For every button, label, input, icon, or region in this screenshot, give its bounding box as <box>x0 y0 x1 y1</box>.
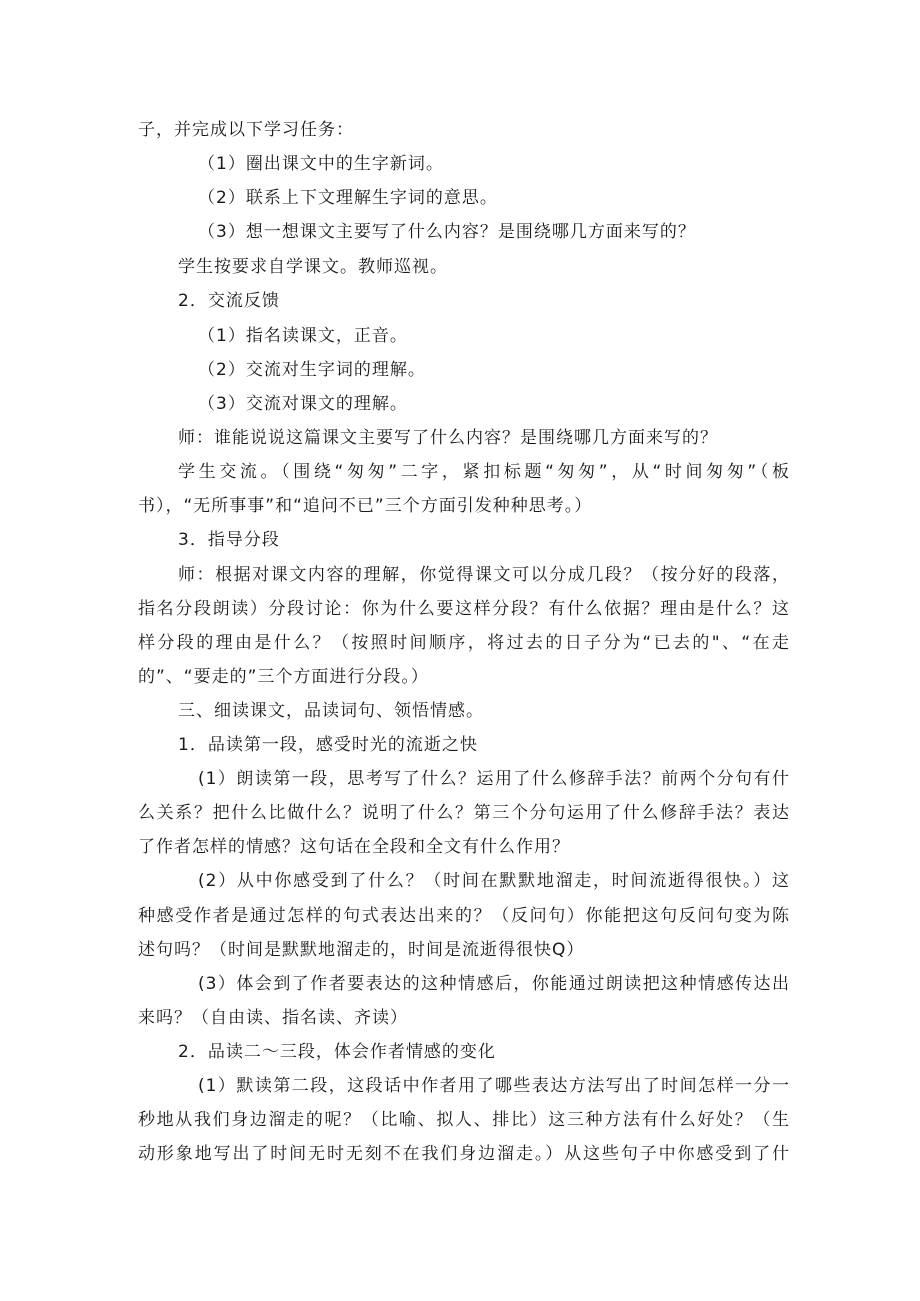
text-line: （1）指名读课文，正音。 <box>198 326 408 346</box>
text-line: (3）体会到了作者要表达的这种情感后，你能通过朗读把这种情感传达出 <box>198 974 790 994</box>
text-line: 书），“无所事事”和“追问不已”三个方面引发种种思考。） <box>138 496 593 516</box>
section-heading: 2．交流反馈 <box>178 291 280 311</box>
section-heading: 2．品读二～三段，体会作者情感的变化 <box>178 1042 496 1062</box>
text-line: 述句吗？（时间是默默地溜走的，时间是流逝得很快Q） <box>138 940 585 960</box>
text-line: 种感受作者是通过怎样的句式表达出来的？（反问句）你能把这句反问句变为陈 <box>138 906 790 926</box>
text-line: (1）朗读第一段，思考写了什么？运用了什么修辞手法？前两个分句有什 <box>198 769 790 789</box>
text-line: （3）想一想课文主要写了什么内容？是围绕哪几方面来写的？ <box>198 222 696 242</box>
text-line: 学生交流。（围绕“匆匆”二字，紧扣标题“匆匆”，从“时间匆匆”（板 <box>178 462 790 482</box>
text-line: 了作者怎样的情感？这句话在全段和全文有什么作用？ <box>138 837 570 857</box>
text-line: （3）交流对课文的理解。 <box>198 394 408 414</box>
text-line: (1）默读第二段，这段话中作者用了哪些表达方法写出了时间怎样一分一 <box>198 1076 790 1096</box>
text-line: 动形象地写出了时间无时无刻不在我们身边溜走。）从这些句子中你感受到了什 <box>138 1144 790 1164</box>
text-line: （2）交流对生字词的理解。 <box>198 360 426 380</box>
text-line: 子，并完成以下学习任务： <box>138 120 354 140</box>
text-line: 么关系？把什么比做什么？说明了什么？第三个分句运用了什么修辞手法？表达 <box>138 803 790 823</box>
text-line: 的”、“要走的”三个方面进行分段。） <box>138 667 429 687</box>
text-line: 师：根据对课文内容的理解，你觉得课文可以分成几段？（按分好的段落， <box>178 565 790 585</box>
text-line: （2）联系上下文理解生字词的意思。 <box>198 188 498 208</box>
text-line: （1）圈出课文中的生字新词。 <box>198 154 444 174</box>
text-line: (2）从中你感受到了什么？（时间在默默地溜走，时间流逝得很快。）这 <box>198 871 790 891</box>
text-line: 样分段的理由是什么？（按照时间顺序，将过去的日子分为“已去的"、“在走 <box>138 633 790 653</box>
section-heading: 1．品读第一段，感受时光的流逝之快 <box>178 735 478 755</box>
text-line: 来吗？（自由读、指名读、齐读） <box>138 1008 408 1028</box>
text-line: 指名分段朗读）分段讨论：你为什么要这样分段？有什么依据？理由是什么？这 <box>138 599 790 619</box>
text-line: 师：谁能说说这篇课文主要写了什么内容？是围绕哪几方面来写的？ <box>178 428 718 448</box>
section-heading: 3．指导分段 <box>178 530 280 550</box>
text-line: 秒地从我们身边溜走的呢？（比喻、拟人、排比）这三种方法有什么好处？（生 <box>138 1110 790 1130</box>
section-heading: 三、细读课文，品读词句、领悟情感。 <box>178 701 484 721</box>
text-line: 学生按要求自学课文。教师巡视。 <box>178 257 448 277</box>
